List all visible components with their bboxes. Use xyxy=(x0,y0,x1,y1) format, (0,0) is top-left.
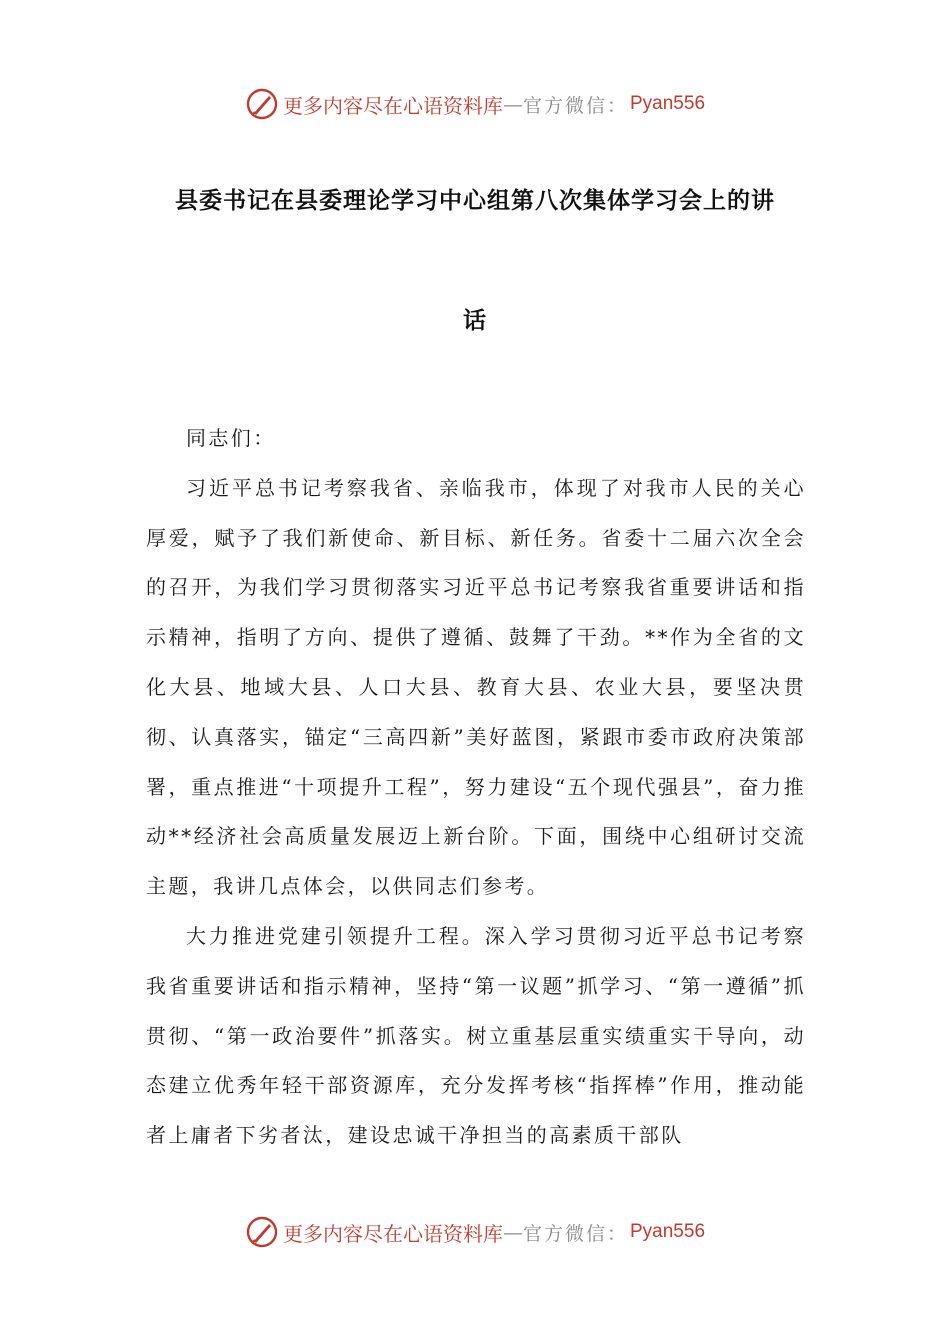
banner-wechat-id: Pyan556 xyxy=(630,1221,706,1242)
banner-main-text: 更多内容尽在心语资料库 xyxy=(282,93,503,118)
banner-main-text: 更多内容尽在心语资料库 xyxy=(282,1221,503,1246)
document-body xyxy=(146,414,806,1161)
paragraph-1: 习近平总书记考察我省、亲临我市，体现了对我市人民的关心厚爱，赋予了我们新使命、新目标、新任务。省委十二届六次全会的召开，为我们学习贯彻落实习近平总书记考察我省重要讲话和指示精神，指明了方向、提供了遵循、鼓舞了干劲。**作为全省的文化大县、地域大县、人口大县、教育大县、农业大县，要坚决贯彻、认真落实，锚定“三高四新”美好蓝图，紧跟市委市政府决策部署，重点推进“十项提升工程”，努力建设“五个现代强县”，奋力推动**经济社会高质量发展迈上新台阶。下面，围绕中心组研讨交流主题，我讲几点体会，以供同志们参考。 xyxy=(146,475,806,899)
paragraph-2: 大力推进党建引领提升工程。深入学习贯彻习近平总书记考察我省重要讲话和指示精神，坚持“第一议题”抓学习、“第一遵循”抓贯彻、“第一政治要件”抓落实。树立重基层重实绩重实干导向，动态建立优秀年轻干部资源库，充分发挥考核“指挥棒”作用，推动能者上庸者下劣者汰，建设忠诚干净担当的高素质干部队 xyxy=(146,923,806,1148)
salutation: 同志们： xyxy=(186,426,276,450)
document-title-line2: 话 xyxy=(463,308,487,334)
banner-dash: — xyxy=(502,92,523,116)
banner-sub-text: 官方微信： xyxy=(522,94,628,117)
banner-sub-text: 官方微信： xyxy=(522,1222,628,1245)
quill-logo-icon xyxy=(245,1215,279,1249)
header-banner xyxy=(0,84,950,124)
document-title-line1: 县委书记在县委理论学习中心组第八次集体学习会上的讲 xyxy=(175,188,775,214)
banner-wechat-id: Pyan556 xyxy=(630,93,706,114)
banner-dash: — xyxy=(502,1220,523,1244)
quill-logo-icon xyxy=(245,87,279,121)
footer-banner xyxy=(0,1212,950,1252)
